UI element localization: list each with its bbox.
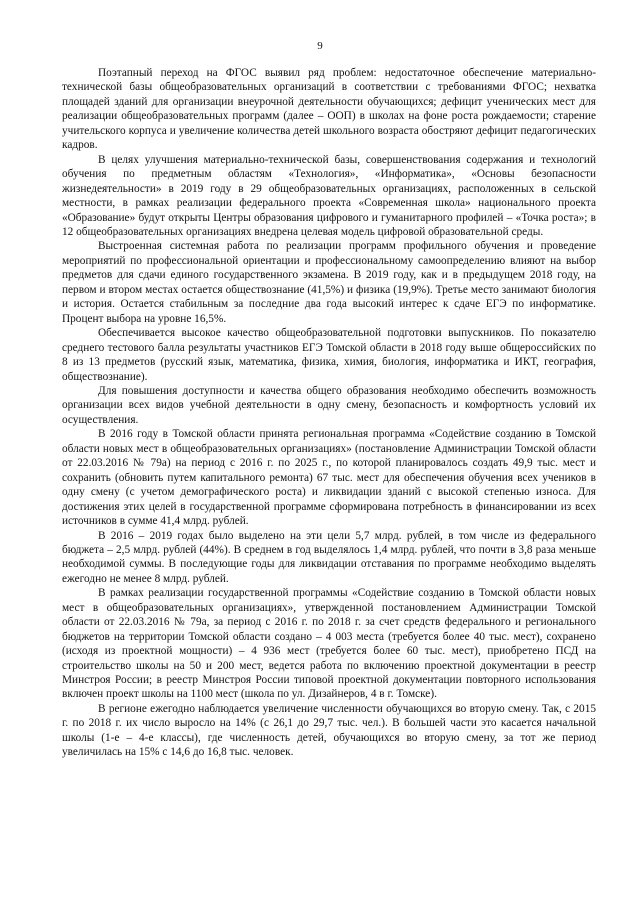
paragraph-graduate-quality: Обеспечивается высокое качество общеобразовательной подготовки выпускников. По показателю среднего тестового балла результаты участников ЕГЭ Томской области в 2018 году выше общероссийских по 8 из 13 предметов (русский язык, математика, физика, химия, биология, информатика и ИКТ, география, обществознание). [62,327,596,383]
paragraph-material-base: В целях улучшения материально-технической базы, совершенствования содержания и технологий обучения по предметным областям «Технология», «Информатика», «Основы безопасности жизнедеятельности» в 2019 году в 29 общеобразовательных организациях, расположенных в сельской местности, в рамках реализации федерального проекта «Современная школа» национального проекта «Образование» будут открыты Центры образования цифрового и гуманитарного профилей – «Точка роста»; в 12 общеобразовательных организациях внедрена целевая модель цифровой образовательной среды. [62,153,596,238]
paragraph-program-results: В рамках реализации государственной программы «Содействие созданию в Томской области новых мест в общеобразовательных организациях», утвержденной постановлением Администрации Томской области от 22.03.2016 № 79а, за период с 2016 г. по 2018 г. за счет средств федерального и регионального бюджетов на территории Томской области создано – 4 003 места (требуется более 40 тыс. мест), сохранено (исходя из проектной мощности) – 4 936 мест (требуется более 60 тыс. мест), приобретено ПСД на строительство школы на 50 и 200 мест, ведется работа по включению проектной документации в реестр Минстроя России; в реестр Минстроя России типовой проектной документации повторного использования включен проект школы на 1100 мест (школа по ул. Дизайнеров, 4 в г. Томске). [62,587,596,701]
paragraph-regional-program: В 2016 году в Томской области принята региональная программа «Содействие созданию в Томской области новых мест в общеобразовательных организациях» (постановление Администрации Томской области от 22.03.2016 № 79а) на период с 2016 г. по 2025 г., по которой планировалось создать 49,9 тыс. мест и сохранить (обновить путем капитального ремонта) 67 тыс. мест для обеспечения обучения всех учеников в одну смену (с учетом демографического роста) и ликвидации зданий с высокой степенью износа. Для достижения этих целей в государственной программе сформирована потребность в финансировании из всех источников в сумме 41,4 млрд. рублей. [62,428,596,528]
paragraph-profile-education: Выстроенная системная работа по реализации программ профильного обучения и проведение мероприятий по профессиональной ориентации и профессиональному самоопределению влияют на выбор предметов для сдачи единого государственного экзамена. В 2019 году, как и в предыдущем 2018 году, на первом и втором местах остается обществознание (41,5%) и физика (19,9%). Третье место занимают биология и история. Остается стабильным за последние два года высокий интерес к сдаче ЕГЭ по информатике. Процент выбора на уровне 16,5%. [62,240,596,325]
paragraph-second-shift: В регионе ежегодно наблюдается увеличение численности обучающихся во вторую смену. Так, с 2015 г. по 2018 г. их число выросло на 14% (с 26,1 до 29,7 тыс. чел.). В большей части это касается начальной школы (1-е – 4-е классы), где численность детей, обучающихся во вторую смену, за тот же период увеличилась на 15% с 14,6 до 16,8 тыс. человек. [62,702,596,759]
document-body [62,66,596,760]
paragraph-fgos-problems: Поэтапный переход на ФГОС выявил ряд проблем: недостаточное обеспечение материально-технической базы общеобразовательных организаций в соответствии с требованиями ФГОС; нехватка площадей зданий для организации внеурочной деятельности обучающихся; дефицит ученических мест для реализации общеобразовательных программ (далее – ООП) в школах на фоне роста рождаемости; старение учительского корпуса и увеличение количества детей школьного возраста обостряют дефицит педагогических кадров. [62,67,596,152]
paragraph-funding: В 2016 – 2019 годах было выделено на эти цели 5,7 млрд. рублей, в том числе из федерального бюджета – 2,5 млрд. рублей (44%). В среднем в год выделялось 1,4 млрд. рублей, что почти в 3,8 раза меньше необходимой суммы. В последующие годы для ликвидации отставания по программе необходимо выделять ежегодно не менее 8 млрд. рублей. [62,529,596,585]
page-number: 9 [317,40,323,52]
paragraph-accessibility: Для повышения доступности и качества общего образования необходимо обеспечить возможность организации всех видов учебной деятельности в одну смену, безопасность и комфортность условий их осуществления. [62,384,596,426]
